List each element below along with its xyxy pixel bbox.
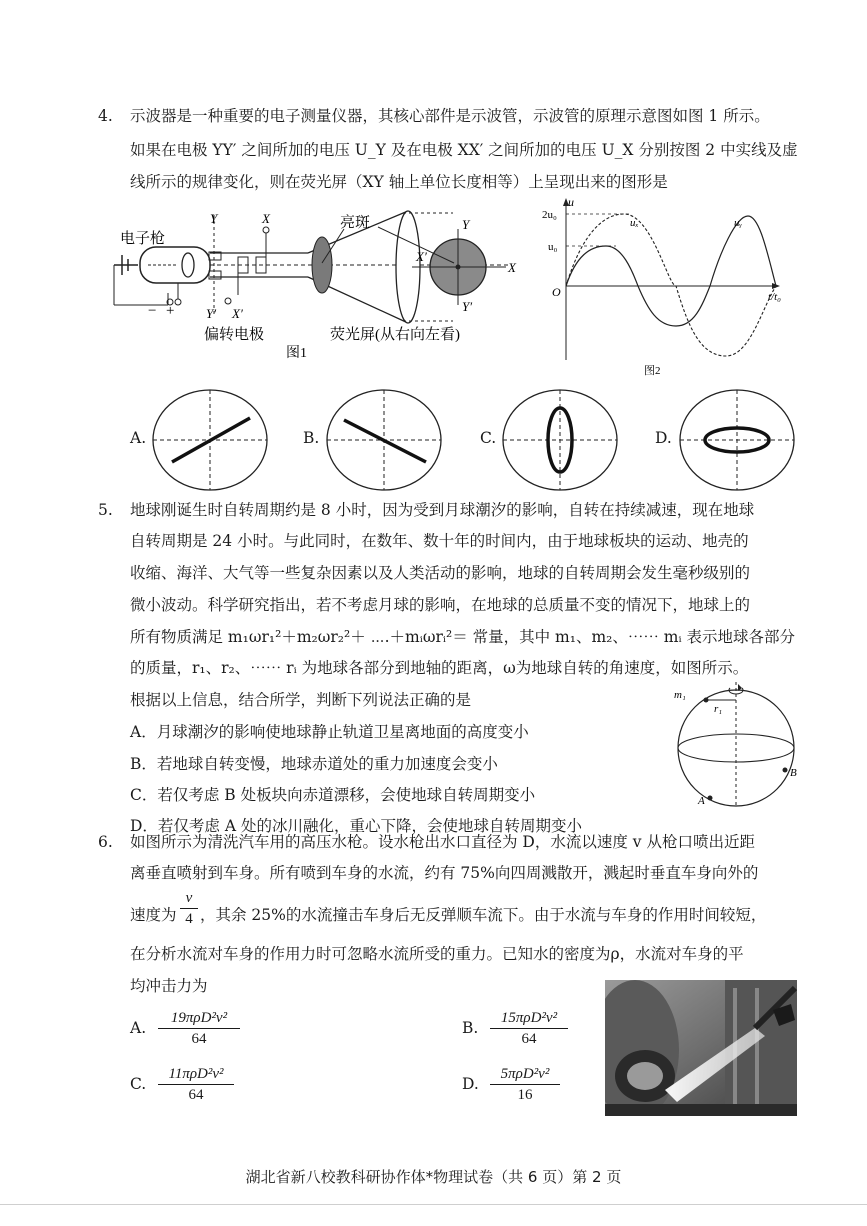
minus-sign: −: [148, 303, 157, 319]
q6-option-d-num: 5πρD²v²: [490, 1064, 560, 1085]
bottom-divider: [0, 1204, 867, 1205]
plus-sign: +: [166, 303, 175, 319]
q6-option-c-num: 11πρD²v²: [158, 1064, 234, 1085]
q6-option-d-fraction[interactable]: [490, 1064, 560, 1105]
q6-option-b-fraction[interactable]: [490, 1008, 568, 1049]
globe-label-r1: r₁: [714, 703, 723, 715]
q4-option-c-label[interactable]: C.: [480, 429, 497, 447]
gun-label: 电子枪: [120, 231, 166, 247]
q6-line-5: 均冲击力为: [130, 977, 208, 995]
curve-uy-label: uᵧ: [734, 217, 743, 229]
q4-option-b-label[interactable]: B.: [303, 429, 320, 447]
q6-option-b-den: 64: [521, 1031, 537, 1047]
fig2-caption: 图2: [644, 365, 661, 377]
q6-option-c-den: 64: [188, 1087, 204, 1103]
q6-option-a-label[interactable]: A.: [130, 1019, 147, 1037]
label-screen-y: Y: [462, 217, 470, 232]
q5-line-7: 根据以上信息，结合所学，判断下列说法正确的是: [130, 691, 472, 709]
q6-line-3: ，其余 25%的水流撞击车身后无反弹顺车流下。由于水流与车身的作用时间较短，: [200, 906, 767, 924]
origin-label: O: [552, 285, 561, 299]
screen-label: 荧光屏(从右向左看): [330, 327, 460, 343]
q6-option-a-den: 64: [191, 1031, 207, 1047]
q6-option-b-label[interactable]: B.: [462, 1019, 479, 1037]
q6-speed-num: v: [180, 888, 198, 909]
q5-line-5: 所有物质满足 m₁ωr₁²＋m₂ωr₂²＋ ⋯.＋mᵢωrᵢ²＝ 常量，其中 m₁、m₂、⋯⋯ mᵢ 表示地球各部分: [130, 628, 796, 646]
label-yp-plate: Y′: [206, 306, 217, 321]
q6-line-4: 在分析水流对车身的作用力时可忽略水流所受的重力。已知水的密度为ρ，水流对车身的平: [130, 945, 744, 963]
q6-number: 6.: [98, 833, 113, 851]
label-screen-yp: Y′: [462, 299, 473, 314]
q4-option-a-label[interactable]: A.: [130, 429, 147, 447]
spot-label: 亮斑: [340, 215, 371, 231]
q6-option-b-num: 15πρD²v²: [490, 1008, 568, 1029]
q6-speed-den: 4: [185, 911, 193, 927]
q6-option-a-fraction[interactable]: [158, 1008, 240, 1049]
q5-line-6: 的质量，r₁、r₂、⋯⋯ rᵢ 为地球各部分到地轴的距离，ω为地球自转的角速度，如图所示。: [130, 659, 749, 677]
q5-line-4: 微小波动。科学研究指出，若不考虑月球的影响，在地球的总质量不变的情况下，地球上的: [130, 596, 751, 614]
q6-line-2: 离垂直喷射到车身。所有喷到车身的水流，约有 75%向四周溅散开，溅起时垂直车身向外的: [130, 864, 759, 882]
q5-option-c[interactable]: C．若仅考虑 B 处板块向赤道漂移，会使地球自转周期变小: [130, 786, 536, 804]
q4-option-d-label[interactable]: D.: [655, 429, 672, 447]
q4-line-1: 示波器是一种重要的电子测量仪器，其核心部件是示波管，示波管的原理示意图如图 1 所示。: [130, 107, 770, 125]
q6-option-d-den: 16: [517, 1087, 533, 1103]
label-screen-xp: X′: [416, 249, 427, 264]
q5-option-b[interactable]: B．若地球自转变慢，地球赤道处的重力加速度会变小: [130, 755, 498, 773]
label-x-plate: X: [262, 211, 270, 226]
q5-line-3: 收缩、海洋、大气等一些复杂因素以及人类活动的影响，地球的自转周期会发生毫秒级别的: [130, 564, 751, 582]
t-axis-label: t/t₀: [768, 291, 781, 303]
q4-line-3: 线所示的规律变化，则在荧光屏（XY 轴上单位长度相等）上呈现出来的图形是: [130, 173, 668, 191]
q6-option-d-label[interactable]: D.: [462, 1075, 479, 1093]
tick-2u0: 2u₀: [542, 209, 557, 221]
q6-option-c-fraction[interactable]: [158, 1064, 234, 1105]
q4-option-c-figure[interactable]: [500, 388, 620, 492]
q5-option-a[interactable]: A．月球潮汐的影响使地球静止轨道卫星离地面的高度变小: [130, 723, 529, 741]
page-footer: 湖北省新八校教科研协作体*物理试卷（共 6 页）第 2 页: [245, 1168, 622, 1186]
curve-ux-dashed: [566, 214, 776, 356]
tick-u0: u₀: [548, 241, 558, 253]
curve-uy: [566, 216, 776, 326]
q5-option-d[interactable]: D．若仅考虑 A 处的冰川融化，重心下降，会使地球自转周期变小: [130, 817, 582, 835]
q5-number: 5.: [98, 501, 113, 519]
q4-line-2: 如果在电极 YY′ 之间所加的电压 U_Y 及在电极 XX′ 之间所加的电压 U_X 分别按图 2 中实线及虚: [130, 141, 798, 159]
q4-option-d-figure[interactable]: [677, 388, 797, 492]
curve-ux-label: uₓ: [630, 217, 639, 229]
q5-line-2: 自转周期是 24 小时。与此同时，在数年、数十年的时间内，由于地球板块的运动、地壳的: [130, 532, 749, 550]
curve-uy-solid: [566, 214, 616, 246]
figure-1-oscilloscope: [108, 205, 528, 365]
globe-label-a: A: [698, 795, 705, 807]
pressure-washer-photo: [605, 980, 797, 1116]
label-y-plate: Y: [210, 211, 218, 226]
fig1-caption: 图1: [286, 346, 307, 361]
q4-option-b-figure[interactable]: [324, 388, 444, 492]
q6-line-1: 如图所示为清洗汽车用的高压水枪。设水枪出水口直径为 D，水流以速度 v 从枪口喷出近距: [130, 833, 755, 851]
q5-line-1: 地球刚诞生时自转周期约是 8 小时，因为受到月球潮汐的影响，自转在持续减速，现在地球: [130, 501, 755, 519]
q4-number: 4.: [98, 107, 113, 125]
deflect-label: 偏转电极: [204, 327, 265, 343]
figure-2-waveforms: [540, 196, 790, 378]
q6-speed-prefix: 速度为: [130, 906, 177, 924]
q6-option-c-label[interactable]: C.: [130, 1075, 147, 1093]
q4-option-a-figure[interactable]: [150, 388, 270, 492]
label-screen-x: X: [508, 260, 516, 275]
globe-label-m1: m₁: [674, 689, 686, 701]
u-axis-label: u: [568, 196, 574, 209]
q6-speed-fraction: [180, 888, 198, 929]
q6-option-a-num: 19πρD²v²: [158, 1008, 240, 1029]
globe-label-b: B: [790, 767, 797, 779]
earth-globe-figure: [668, 678, 808, 810]
label-xp-plate: X′: [232, 306, 243, 321]
